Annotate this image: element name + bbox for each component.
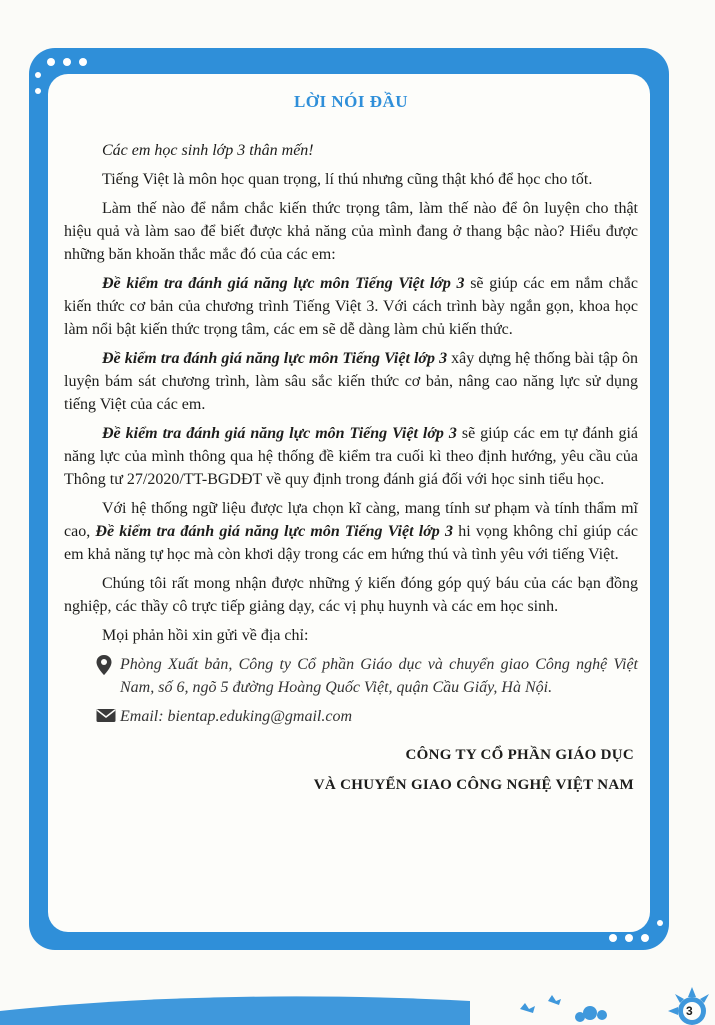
page-number: 3 xyxy=(686,1004,693,1018)
decor-dot xyxy=(657,920,663,926)
decor-dot xyxy=(35,72,41,78)
paragraph-6 xyxy=(64,497,638,566)
paragraph-4 xyxy=(64,347,638,416)
greeting: Các em học sinh lớp 3 thân mến! xyxy=(102,142,314,159)
decor-dot xyxy=(641,934,649,942)
company-line-2: VÀ CHUYỂN GIAO CÔNG NGHỆ VIỆT NAM xyxy=(313,777,634,793)
company-line-1: CÔNG TY CỔ PHẦN GIÁO DỤC xyxy=(405,747,634,763)
paragraph-6-text: hi vọng không chỉ giúp các em khả năng tự học mà còn khơi dậy trong các em hứng thú và tình yêu với tiếng Việt. xyxy=(64,523,638,563)
bottom-decoration xyxy=(0,985,715,1025)
email-block xyxy=(96,705,638,730)
address-block xyxy=(96,653,638,699)
decor-dot xyxy=(63,58,71,66)
address-text: Phòng Xuất bản, Công ty Cổ phần Giáo dục và chuyển giao Công nghệ Việt Nam, số 6, ngõ 5 đường Hoàng Quốc Việt, quận Cầu Giấy, Hà Nội. xyxy=(120,656,638,696)
paragraph-6-start: Với hệ thống ngữ liệu được lựa chọn kĩ càng, mang tính sư phạm và tính thẩm mĩ cao, xyxy=(64,500,638,540)
paragraph-4-text: xây dựng hệ thống bài tập ôn luyện bám sát chương trình, làm sâu sắc kiến thức cơ bản, nâng cao năng lực sử dụng tiếng Việt của các em. xyxy=(64,350,638,413)
book-title: Đề kiểm tra đánh giá năng lực môn Tiếng Việt lớp 3 xyxy=(102,275,465,292)
map-pin-icon xyxy=(96,655,116,682)
paragraph-5 xyxy=(64,422,638,491)
book-title: Đề kiểm tra đánh giá năng lực môn Tiếng Việt lớp 3 xyxy=(102,425,457,442)
decor-dot xyxy=(35,88,41,94)
paragraph-7: Chúng tôi rất mong nhận được những ý kiến đóng góp quý báu của các bạn đồng nghiệp, các thầy cô trực tiếp giảng dạy, các vị phụ huynh và các em học sinh. xyxy=(64,575,638,615)
decor-dot xyxy=(609,934,617,942)
book-title: Đề kiểm tra đánh giá năng lực môn Tiếng Việt lớp 3 xyxy=(95,523,453,540)
paragraph-8: Mọi phản hồi xin gửi về địa chỉ: xyxy=(102,627,309,644)
paragraph-5-text: sẽ giúp các em tự đánh giá năng lực của mình thông qua hệ thống đề kiểm tra cuối kì theo định hướng, yêu cầu của Thông tư 27/2020/TT-BGDĐT về quy định trong đánh giá đối với học sinh tiểu học. xyxy=(64,425,639,488)
decor-dot xyxy=(79,58,87,66)
decor-dot xyxy=(625,934,633,942)
signature xyxy=(64,740,638,800)
email-text[interactable]: Email: bientap.eduking@gmail.com xyxy=(120,708,353,725)
book-title: Đề kiểm tra đánh giá năng lực môn Tiếng Việt lớp 3 xyxy=(102,350,448,367)
paragraph-2: Làm thế nào để nắm chắc kiến thức trọng tâm, làm thế nào để ôn luyện cho thật hiệu quả và làm sao để biết được khả năng của mình đang ở thang bậc nào? Hiểu được những băn khoăn thắc mắc đó của các em: xyxy=(64,200,638,263)
paragraph-3-text: sẽ giúp các em nắm chắc kiến thức cơ bản của chương trình Tiếng Việt 3. Với cách trình bày ngắn gọn, khoa học làm nổi bật kiến thức trọng tâm, các em sẽ dễ dàng làm chủ kiến thức. xyxy=(64,275,638,338)
decor-dot xyxy=(47,58,55,66)
foreword-content xyxy=(64,90,638,800)
page-title: LỜI NÓI ĐẦU xyxy=(293,92,409,111)
envelope-icon xyxy=(96,707,116,730)
paragraph-1: Tiếng Việt là môn học quan trọng, lí thú nhưng cũng thật khó để học cho tốt. xyxy=(102,171,593,188)
paragraph-3 xyxy=(64,272,638,341)
